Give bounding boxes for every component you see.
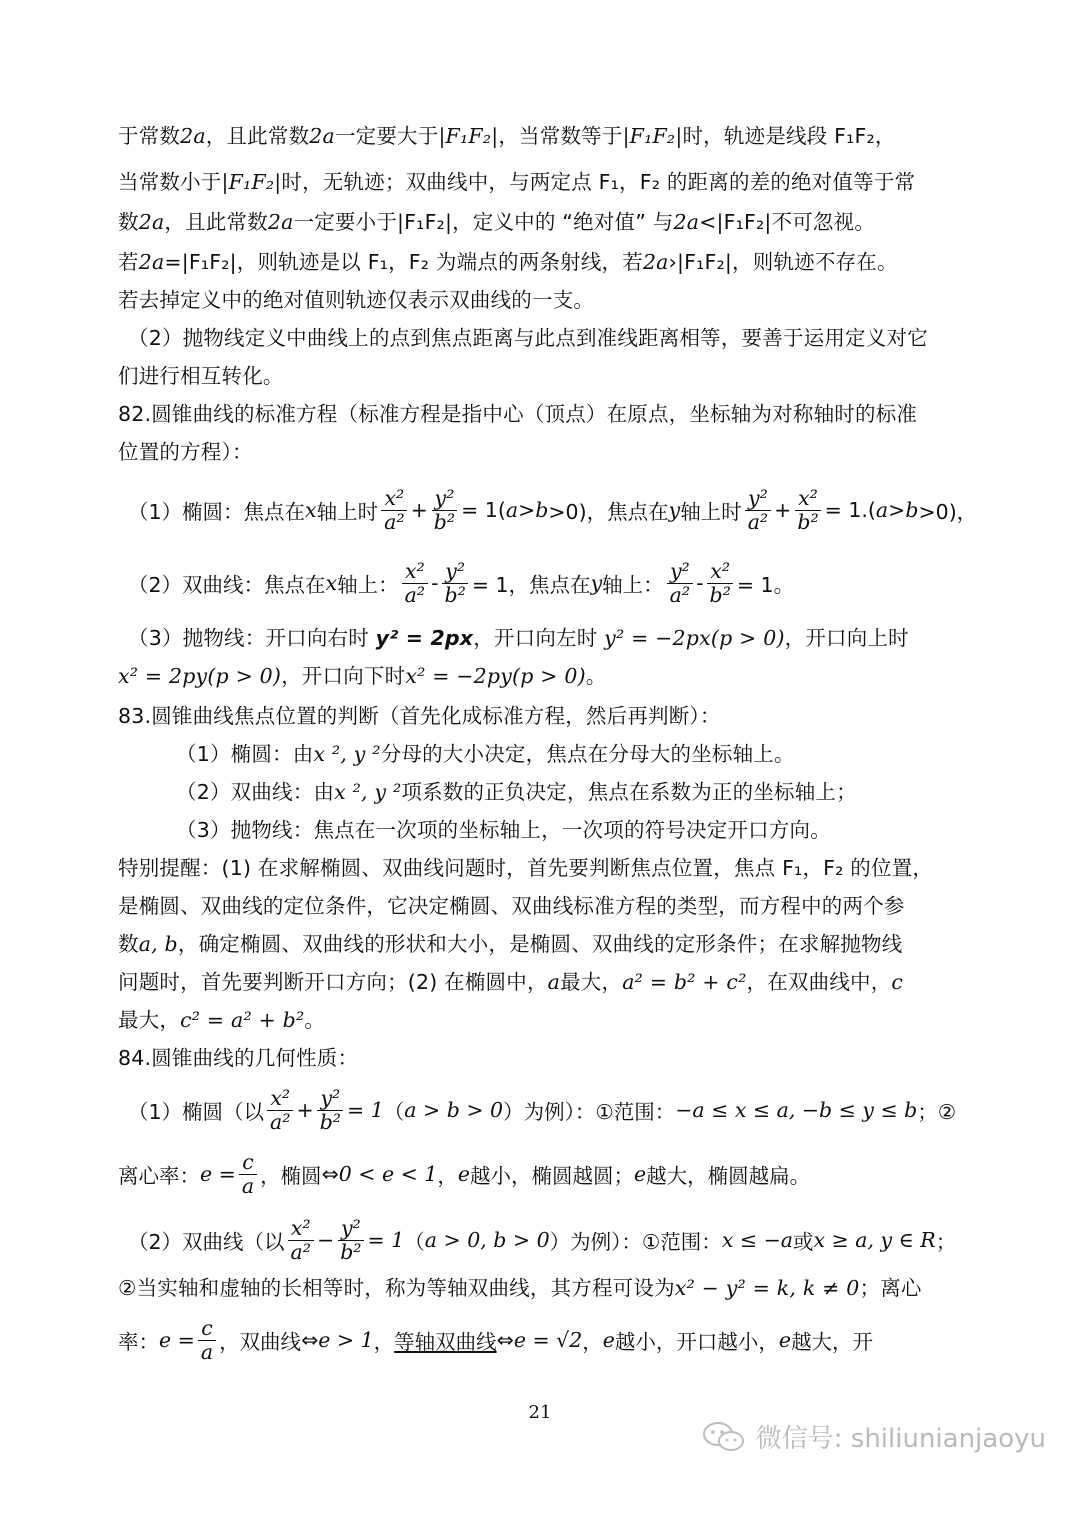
text-line: 最大，c² = a² + b²。 (118, 1008, 326, 1032)
watermark-text: 微信号: shiliunianjaoyu (755, 1424, 1046, 1454)
ellipse-equations: （1）椭圆：焦点在 x 轴上时 $\frac{\text{x²}}{\text{a²}}$ + $\frac{\text{y²}}{\text{b²}}$ = 1( a > b >0)，焦点在 y 轴上时 $\frac{\text{y²}}{\text{a²}}$ + $\frac{\text{x²}}{\text{b²}}$ = 1.( a > b >0)， (128, 485, 978, 534)
fraction: $\frac{\text{y²}}{\text{a²}}$ (745, 487, 771, 533)
section-heading: 83.圆锥曲线焦点位置的判断（首先化成标准方程，然后再判断）： (118, 704, 721, 728)
text-line: （2）抛物线定义中曲线上的点到焦点距离与此点到准线距离相等，要善于运用定义对它 (128, 326, 928, 350)
text-line: （2）双曲线：由x ², y ²项系数的正负决定，焦点在系数为正的坐标轴上； (176, 780, 857, 804)
text-line: （3）抛物线：开口向右时 y² = 2px，开口向左时 y² = −2px(p > 0)，开口向上时 (128, 626, 909, 650)
hyperbola-eccentricity: 率： e = $\frac{c}{a}$ ，双曲线 ⇔ e > 1 ， 等轴双曲线 ⇔ e = √2 ， e 越小，开口越小， e 越大，开 (118, 1315, 874, 1364)
fraction: $\frac{\text{y²}}{\text{b²}}$ (441, 560, 468, 606)
hyperbola-properties: （2）双曲线（以 $\frac{\text{x²}}{\text{a²}}$ − $\frac{\text{y²}}{\text{b²}}$ = 1 （ a > 0, b > 0 ）为例）：①范围： x ≤ −a 或 x ≥ a, y ∈ R ； (128, 1215, 957, 1264)
section-heading: 82.圆锥曲线的标准方程（标准方程是指中心（顶点）在原点，坐标轴为对称轴时的标准 (118, 402, 918, 426)
text-line: （3）抛物线：焦点在一次项的坐标轴上，一次项的符号决定开口方向。 (176, 818, 831, 842)
text-line: 们进行相互转化。 (118, 364, 284, 388)
fraction: $\frac{\text{x²}}{\text{a²}}$ (267, 1087, 293, 1133)
text-line: 若去掉定义中的绝对值则轨迹仅表示双曲线的一支。 (118, 288, 595, 312)
text-line: 数2a，且此常数2a一定要小于|F₁F₂|，定义中的 “绝对值” 与2a<|F₁F₂|不可忽视。 (118, 210, 876, 234)
hyperbola-equations: （2）双曲线：焦点在 x 轴上： $\frac{\text{x²}}{\text{a²}}$ - $\frac{\text{y²}}{\text{b²}}$ = 1，焦点在 y 轴上： $\frac{\text{y²}}{\text{a²}}$ - $\frac{\text{x²}}{\text{b²}}$ = 1。 (128, 558, 795, 607)
page-number: 21 (528, 1402, 552, 1423)
fraction: $\frac{\text{x²}}{\text{b²}}$ (794, 487, 821, 533)
text-line: 位置的方程）： (118, 440, 253, 464)
section-heading: 84.圆锥曲线的几何性质： (118, 1046, 359, 1070)
text-line: x² = 2py(p > 0)，开口向下时x² = −2py(p > 0)。 (118, 664, 607, 688)
fraction: $\frac{\text{x²}}{\text{a²}}$ (288, 1217, 314, 1263)
fraction: $\frac{\text{x²}}{\text{a²}}$ (402, 560, 428, 606)
fraction: $\frac{\text{x²}}{\text{b²}}$ (707, 560, 734, 606)
fraction: $\frac{\text{y²}}{\text{a²}}$ (667, 560, 693, 606)
text-line: 问题时，首先要判断开口方向；(2) 在椭圆中，a最大，a² = b² + c²，在双曲线中，c (118, 970, 904, 994)
text-line: 数a, b，确定椭圆、双曲线的形状和大小，是椭圆、双曲线的定形条件；在求解抛物线 (118, 932, 903, 956)
text-line: （1）椭圆：由x ², y ²分母的大小决定，焦点在分母大的坐标轴上。 (176, 742, 795, 766)
ellipse-eccentricity: 离心率： e = $\frac{c}{a}$ ，椭圆 ⇔ 0 < e < 1 ， e 越小，椭圆越圆； e 越大，椭圆越扁。 (118, 1149, 811, 1198)
ellipse-properties: （1）椭圆（以 $\frac{\text{x²}}{\text{a²}}$ + $\frac{\text{y²}}{\text{b²}}$ = 1 （ a > b > 0 ）为例）：①范围： −a ≤ x ≤ a, −b ≤ y ≤ b ；② (128, 1085, 957, 1134)
text-line: 是椭圆、双曲线的定位条件，它决定椭圆、双曲线标准方程的类型，而方程中的两个参 (118, 894, 905, 918)
text-line: 特别提醒：(1) 在求解椭圆、双曲线问题时，首先要判断焦点位置，焦点 F₁，F₂ 的位置， (118, 856, 934, 880)
text-line: 若2a=|F₁F₂|，则轨迹是以 F₁，F₂ 为端点的两条射线，若2a›|F₁F₂|，则轨迹不存在。 (118, 250, 898, 274)
wechat-icon (702, 1420, 746, 1454)
fraction: $\frac{\text{y²}}{\text{b²}}$ (317, 1087, 344, 1133)
fraction: $\frac{c}{a}$ (198, 1317, 216, 1363)
fraction: $\frac{c}{a}$ (239, 1151, 257, 1197)
watermark (702, 1418, 1046, 1455)
text-line: ②当实轴和虚轴的长相等时，称为等轴双曲线，其方程可设为x² − y² = k, k ≠ 0；离心 (118, 1276, 922, 1300)
text-line: 于常数2a，且此常数2a一定要大于|F₁F₂|，当常数等于|F₁F₂|时，轨迹是线段 F₁F₂， (118, 124, 896, 148)
fraction: $\frac{\text{y²}}{\text{b²}}$ (431, 487, 458, 533)
text-line: 当常数小于|F₁F₂|时，无轨迹；双曲线中，与两定点 F₁，F₂ 的距离的差的绝对值等于常 (118, 170, 916, 194)
fraction: $\frac{\text{x²}}{\text{a²}}$ (381, 487, 407, 533)
fraction: $\frac{\text{y²}}{\text{b²}}$ (337, 1217, 364, 1263)
